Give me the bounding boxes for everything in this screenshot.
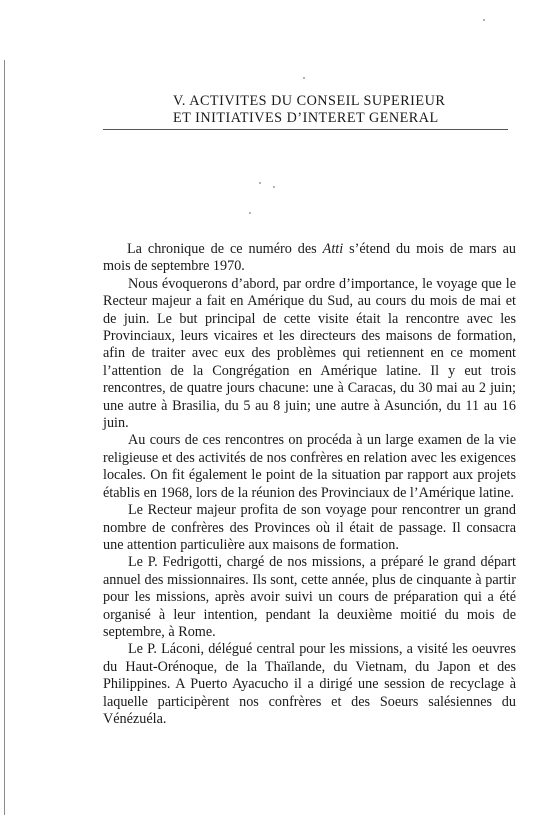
- section-heading: [173, 93, 445, 127]
- paragraph-3: Au cours de ces rencontres on procéda à un large examen de la vie religieuse et des activités de nos confrères en relation avec les exigences locales. On fit également le point de la situation par rapport aux projets établis en 1968, lors de la réunion des Provinciaux de l’Amérique latine.: [103, 432, 516, 501]
- paragraph-5: Le P. Fedrigotti, chargé de nos missions, a préparé le grand départ annuel des missionnaires. Ils sont, cette année, plus de cinquante à partir pour les missions, après avoir suivi un cours de préparation qui a été organisé à leur intention, pendant la deuxième moitié du mois de septembre, à Rome.: [103, 554, 516, 640]
- paragraph-1-end: s’étend du mois de mars au mois de septembre 1970.: [103, 241, 516, 275]
- section-heading-line-2: ET INITIATIVES D’INTERET GENERAL: [173, 110, 439, 126]
- section-heading-line-1: V. ACTIVITES DU CONSEIL SUPERIEUR: [173, 93, 446, 109]
- paragraph-6: Le P. Láconi, délégué central pour les missions, a visité les oeuvres du Haut-Orénoque, de la Thaïlande, du Vietnam, du Japon et des Philippines. A Puerto Ayacucho il a dirigé une session de recyclage à laquelle participèrent nos confrères et des Soeurs salésiennes du Vénézuéla.: [103, 641, 516, 727]
- heading-rule: [103, 129, 508, 130]
- body-text: [103, 241, 516, 728]
- page-edge-line: [4, 60, 5, 815]
- paragraph-2: Nous évoquerons d’abord, par ordre d’importance, le voyage que le Recteur majeur a fait en Amérique du Sud, au cours du mois de mai et de juin. Le but principal de cette visite était la rencontre avec les Provinciaux, leurs vicaires et les directeurs des maisons de formation, afin de traiter avec eux des problèmes qui retiennent en ce moment l’attention de la Congrégation en Amérique latine. Il y eut trois rencontres, de quatre jours chacune: une à Caracas, du 30 mai au 2 juin; une autre à Brasilia, du 5 au 8 juin; une autre à Asunción, du 11 au 16 juin.: [103, 275, 516, 432]
- paragraph-1: [103, 241, 516, 276]
- paragraph-4: Le Recteur majeur profita de son voyage pour rencontrer un grand nombre de confrères des Provinces où il était de passage. Il consacra une attention particulière aux maisons de formation.: [103, 502, 516, 553]
- paragraph-1-start: La chronique de ce numéro des: [127, 241, 323, 257]
- journal-title-atti: Atti: [322, 241, 344, 257]
